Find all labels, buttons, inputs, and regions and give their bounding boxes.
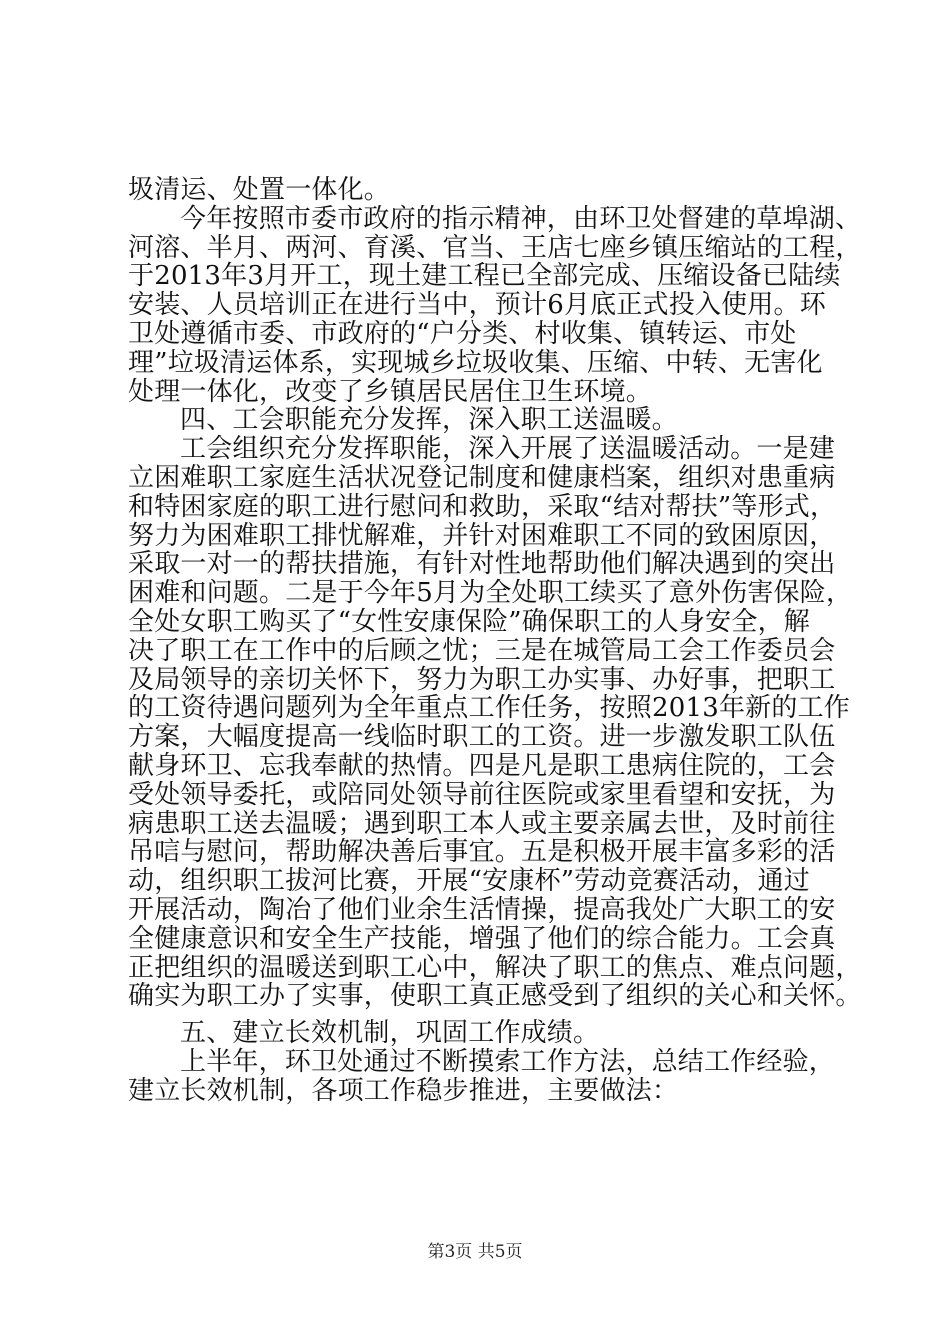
text-line: 困难和问题。二是于今年5月为全处职工续买了意外伤害保险，	[128, 578, 853, 608]
text-line: 受处领导委托，或陪同处领导前往医院或家里看望和安抚，为	[128, 780, 836, 810]
text-line: 正把组织的温暖送到职工心中，解决了职工的焦点、难点问题，	[128, 953, 862, 983]
text-line: 全处女职工购买了“女性安康保险”确保职工的人身安全，解	[128, 607, 810, 637]
paragraph-start-line: 上半年，环卫处通过不断摸索工作方法，总结工作经验，	[180, 1047, 836, 1077]
text-line: 及局领导的亲切关怀下，努力为职工办实事、办好事，把职工	[128, 665, 836, 695]
paragraph-start-line: 工会组织充分发挥职能，深入开展了送温暖活动。一是建	[180, 434, 836, 464]
text-line: 努力为困难职工排忧解难，并针对困难职工不同的致困原因，	[128, 521, 836, 551]
page-footer: 第3页 共5页	[427, 1242, 523, 1262]
text-line: 病患职工送去温暖；遇到职工本人或主要亲属去世，及时前往	[128, 809, 836, 839]
text-line: 的工资待遇问题列为全年重点工作任务，按照2013年新的工作	[128, 693, 850, 723]
text-line: 建立长效机制，各项工作稳步推进，主要做法：	[128, 1076, 679, 1106]
text-line: 安装、人员培训正在进行当中，预计6月底正式投入使用。环	[128, 290, 826, 320]
text-line: 确实为职工办了实事，使职工真正感受到了组织的关心和关怀。	[128, 981, 862, 1011]
text-line: 卫处遵循市委、市政府的“户分类、村收集、镇转运、市处	[128, 319, 797, 349]
text-line: 处理一体化，改变了乡镇居民居住卫生环境。	[128, 377, 653, 407]
text-line: 开展活动，陶冶了他们业余生活情操，提高我处广大职工的安	[128, 895, 836, 925]
text-line: 圾清运、处置一体化。	[128, 175, 391, 205]
text-line: 采取一对一的帮扶措施，有针对性地帮助他们解决遇到的突出	[128, 549, 836, 579]
text-line: 于2013年3月开工，现土建工程已全部完成、压缩设备已陆续	[128, 261, 841, 291]
text-line: 方案，大幅度提高一线临时职工的工资。进一步激发职工队伍	[128, 722, 836, 752]
text-line: 献身环卫、忘我奉献的热情。四是凡是职工患病住院的，工会	[128, 751, 836, 781]
paragraph-start-line: 今年按照市委市政府的指示精神，由环卫处督建的草埠湖、	[180, 204, 862, 234]
text-line: 立困难职工家庭生活状况登记制度和健康档案，组织对患重病	[128, 463, 836, 493]
section-heading: 五、建立长效机制，巩固工作成绩。	[180, 1018, 600, 1048]
section-heading: 四、工会职能充分发挥，深入职工送温暖。	[180, 405, 678, 435]
text-line: 和特困家庭的职工进行慰问和救助，采取“结对帮扶”等形式，	[128, 492, 837, 522]
text-line: 吊唁与慰问，帮助解决善后事宜。五是积极开展丰富多彩的活	[128, 837, 836, 867]
text-line: 决了职工在工作中的后顾之忧；三是在城管局工会工作委员会	[128, 636, 836, 666]
text-line: 动，组织职工拔河比赛，开展“安康杯”劳动竞赛活动，通过	[128, 866, 810, 896]
text-line: 理”垃圾清运体系，实现城乡垃圾收集、压缩、中转、无害化	[128, 348, 823, 378]
text-line: 全健康意识和安全生产技能，增强了他们的综合能力。工会真	[128, 924, 836, 954]
text-line: 河溶、半月、两河、育溪、官当、王店七座乡镇压缩站的工程，	[128, 233, 862, 263]
